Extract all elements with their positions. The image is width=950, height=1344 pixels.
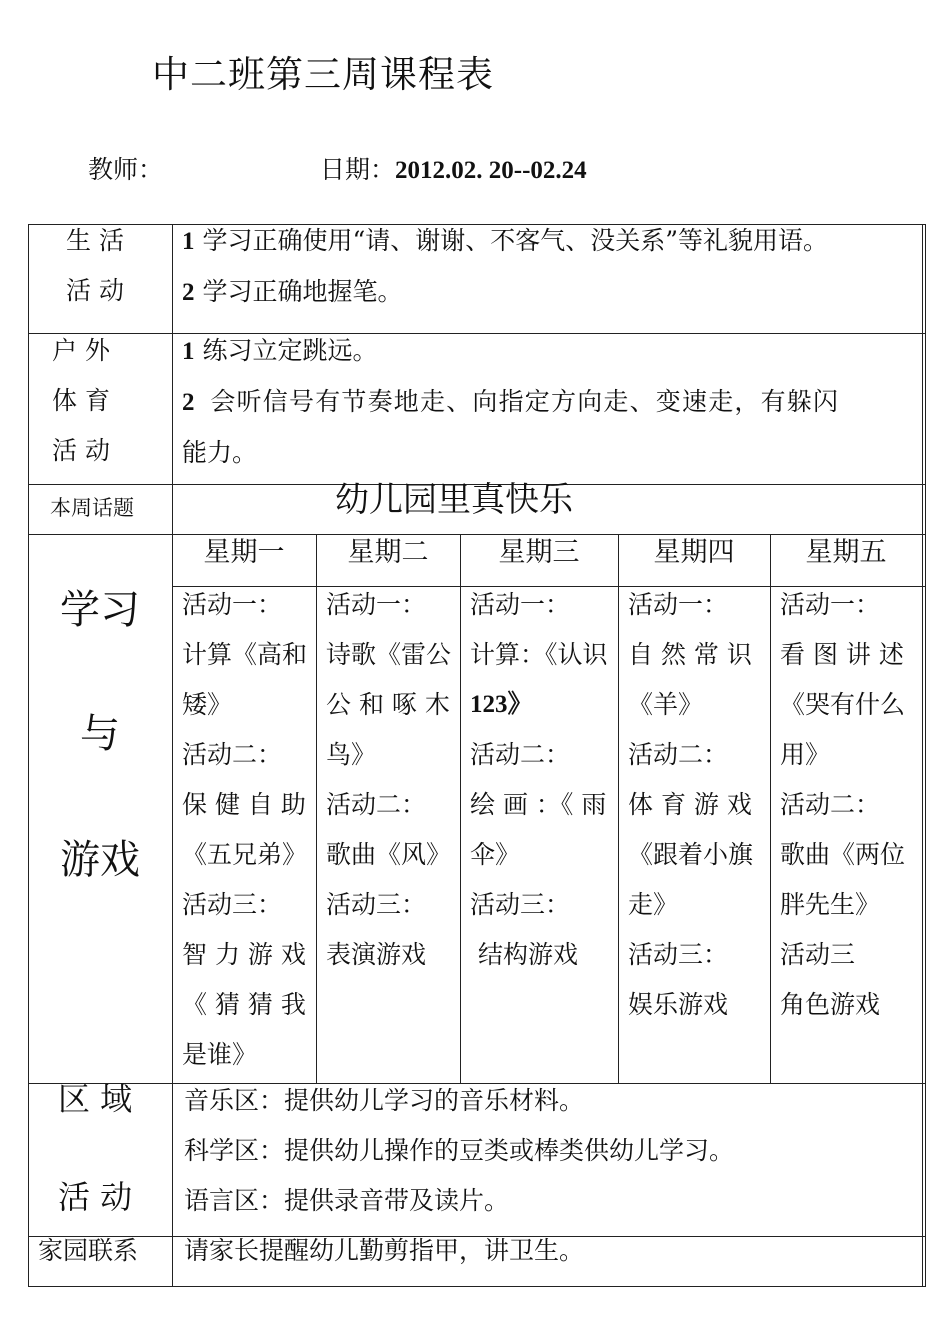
activity-line: 活动三： [182, 890, 283, 919]
table-border-right [922, 224, 923, 1287]
row-divider-3 [28, 534, 926, 535]
outdoor-label-line2: 体 育 [52, 386, 110, 415]
list-item: 2 会听信号有节奏地走、向指定方向走、变速走，有躲闪 [182, 387, 840, 416]
day-column-thu [628, 580, 764, 1030]
day-column-divider-1 [316, 534, 317, 1084]
date-label: 日期： [320, 155, 396, 184]
day-column-divider-3 [618, 534, 619, 1084]
list-item: 科学区：提供幼儿操作的豆类或棒类供幼儿学习。 [184, 1136, 735, 1165]
activity-line: 《哭有什么 [780, 690, 906, 719]
teacher-label: 教师： [88, 155, 164, 184]
day-column-divider-4 [770, 534, 771, 1084]
area-label-line1: 区 域 [58, 1080, 133, 1118]
activity-line: 活动一： [182, 590, 283, 619]
activity-line: 伞》 [470, 840, 521, 869]
activity-line: 活动三 [780, 940, 856, 969]
table-border-bottom [28, 1286, 926, 1287]
activity-line: 鸟》 [326, 740, 377, 769]
activity-line: 看 图 讲 述 [780, 640, 904, 669]
day-column-divider-2 [460, 534, 461, 1084]
day-header-wed: 星期三 [498, 537, 580, 568]
learning-label-line1: 学习 [60, 587, 140, 633]
page-title: 中二班第三周课程表 [152, 53, 494, 96]
life-activity-label [66, 216, 124, 316]
activity-line: 角色游戏 [780, 990, 881, 1019]
activity-line: 诗歌《雷公 [326, 640, 452, 669]
day-header-fri: 星期五 [805, 537, 887, 568]
activity-line: 活动三： [628, 940, 729, 969]
life-label-line2: 活 动 [66, 276, 124, 305]
activity-line: 智 力 游 戏 [182, 940, 306, 969]
learning-label-line2: 与 [80, 711, 120, 757]
list-item: 2 学习正确地握笔。 [182, 277, 403, 306]
activity-line: 《五兄弟》 [182, 840, 308, 869]
activity-line: 《跟着小旗 [628, 840, 754, 869]
activity-line: 活动一： [326, 590, 427, 619]
activity-line: 体 育 游 戏 [628, 790, 752, 819]
list-item: 1 练习立定跳远。 [182, 336, 378, 365]
outdoor-label-line1: 户 外 [52, 336, 110, 365]
outdoor-activity-content [182, 326, 839, 478]
activity-line: 活动二： [326, 790, 427, 819]
activity-line: 娱乐游戏 [628, 990, 729, 1019]
area-activity-content [184, 1076, 734, 1226]
outdoor-activity-label [52, 326, 110, 476]
outdoor-label-line3: 活 动 [52, 436, 110, 465]
activity-line: 是谁》 [182, 1040, 258, 1069]
day-header-thu: 星期四 [653, 537, 735, 568]
activity-line: 活动一： [780, 590, 881, 619]
list-item: 语言区：提供录音带及读片。 [184, 1186, 510, 1215]
activity-line: 计算《高和 [182, 640, 308, 669]
activity-line: 123》 [470, 691, 533, 718]
learning-label-line3: 游戏 [60, 837, 140, 883]
activity-line: 走》 [628, 890, 679, 919]
activity-line: 绘 画 ：《 雨 [470, 790, 607, 819]
life-label-line1: 生 活 [66, 226, 124, 255]
day-column-mon [182, 580, 308, 1080]
activity-line: 活动一： [628, 590, 729, 619]
activity-line: 活动三： [326, 890, 427, 919]
date-line [320, 150, 587, 186]
home-contact-label: 家园联系 [38, 1236, 139, 1265]
topic-label: 本周话题 [50, 496, 134, 520]
activity-line: 公 和 啄 木 [326, 690, 450, 719]
day-header-tue: 星期二 [347, 537, 429, 568]
day-column-fri [780, 580, 916, 1030]
list-item: 音乐区：提供幼儿学习的音乐材料。 [184, 1086, 585, 1115]
activity-line: 活动二： [470, 740, 571, 769]
label-column-divider [172, 224, 173, 1287]
activity-line: 矮》 [182, 690, 233, 719]
activity-line: 《 猜 猜 我 [182, 990, 306, 1019]
list-item: 1 学习正确使用“请、谢谢、不客气、没关系”等礼貌用语。 [182, 226, 829, 255]
home-contact-text: 请家长提醒幼儿勤剪指甲，讲卫生。 [184, 1236, 585, 1265]
topic-value: 幼儿园里真快乐 [335, 480, 573, 520]
activity-line: 保 健 自 助 [182, 790, 306, 819]
activity-line: 活动二： [628, 740, 729, 769]
activity-line: 胖先生》 [780, 890, 881, 919]
activity-line: 表演游戏 [326, 940, 427, 969]
list-item-continued: 能力。 [182, 438, 258, 467]
activity-line: 活动二： [182, 740, 283, 769]
activity-line: 歌曲《风》 [326, 840, 452, 869]
activity-line: 活动三： [470, 890, 571, 919]
date-value: 2012.02. 20--02.24 [395, 157, 587, 184]
activity-line: 活动一： [470, 590, 571, 619]
activity-line: 活动二： [780, 790, 881, 819]
activity-line: 《羊》 [628, 690, 704, 719]
life-activity-content [182, 216, 828, 318]
table-border-left [28, 224, 29, 1287]
table-border-right-outer [925, 224, 926, 1287]
day-column-wed [470, 580, 610, 980]
activity-line: 自 然 常 识 [628, 640, 752, 669]
day-column-tue [326, 580, 452, 980]
activity-line: 歌曲《两位 [780, 840, 906, 869]
activity-line: 用》 [780, 740, 831, 769]
activity-line: 计算：《认识 [470, 640, 608, 669]
area-label-line2: 活 动 [58, 1178, 133, 1216]
day-header-mon: 星期一 [203, 537, 285, 568]
activity-line: 结构游戏 [470, 940, 578, 969]
